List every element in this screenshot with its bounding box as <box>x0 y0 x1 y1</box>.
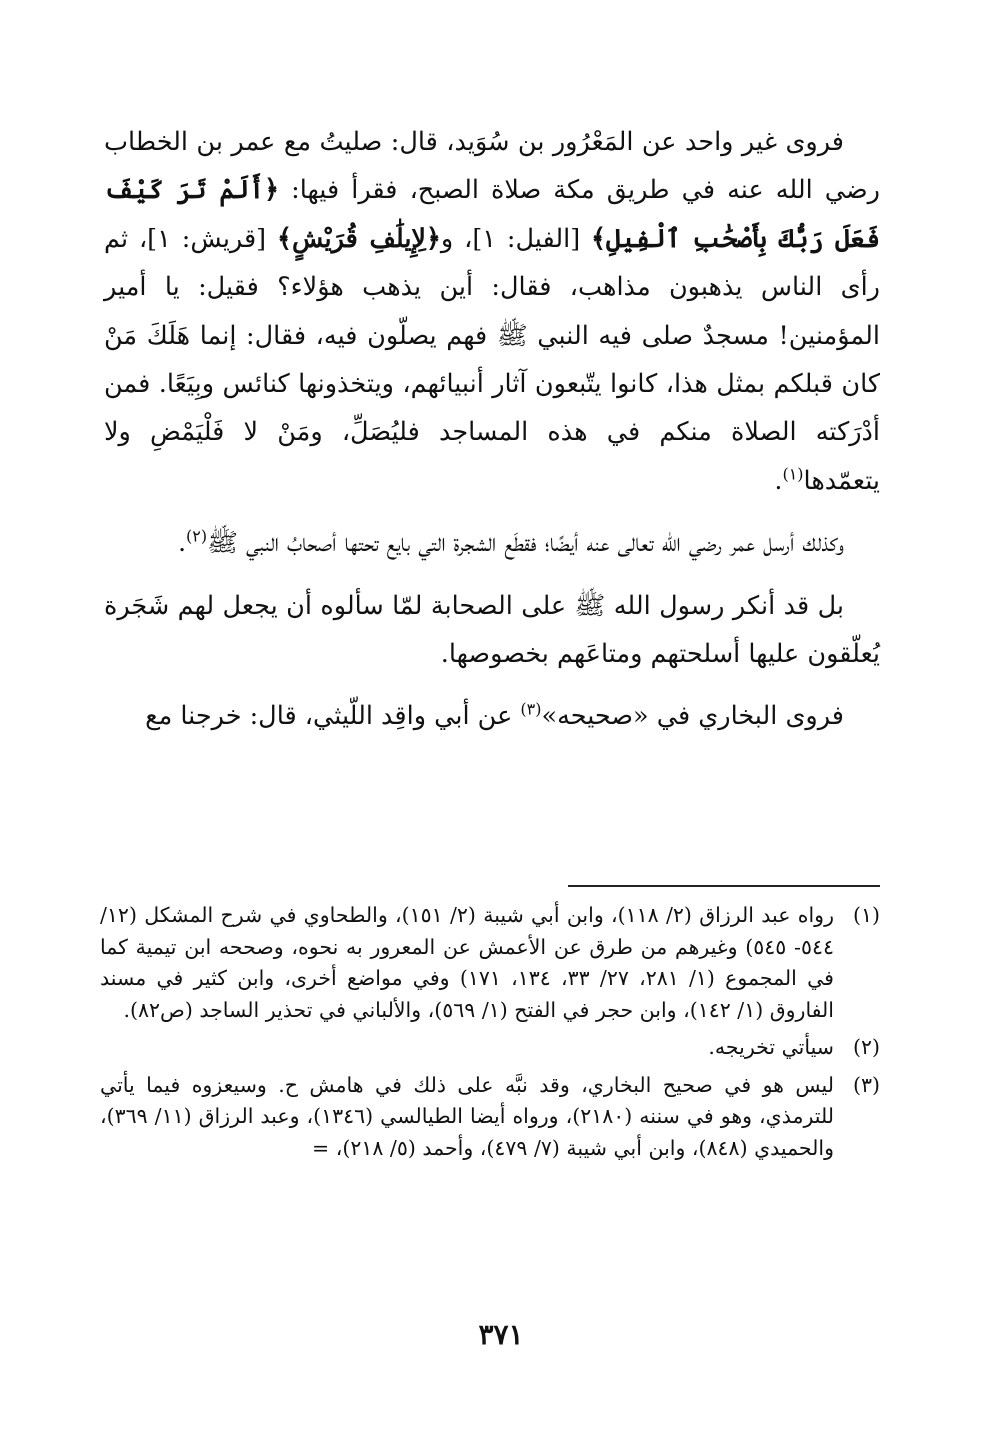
footnote-2 <box>100 1032 880 1064</box>
paragraph-tree-cut <box>104 519 880 567</box>
paragraph-end: . <box>177 528 187 559</box>
paragraph-umar-narration <box>104 118 880 505</box>
footnote-marker-3[interactable]: (٣) <box>520 699 542 719</box>
paragraph-text: بل قد أنكر رسول الله ﷺ على الصحابة لمّا سألوه أن يجعل لهم شَجَرة يُعلّقون عليها أسلحتهم ومتاعَهم بخصوصها. <box>104 590 880 670</box>
footnote-3 <box>100 1070 880 1165</box>
footnote-text: ليس هو في صحيح البخاري، وقد نبَّه على ذلك في هامش ح. وسيعزوه فيما يأتي للترمذي، وهو في سننه (٢١٨٠)، ورواه أيضا الطيالسي (١٣٤٦)، وعبد الرزاق (١١/ ٣٦٩)، والحميدي (٨٤٨)، وابن أبي شيبة (٧/ ٤٧٩)، وأحمد (٥/ ٢١٨)، = <box>100 1072 834 1160</box>
footnote-divider <box>568 885 880 887</box>
quran-verse-quraysh: ﴿لِإِيلَٰفِ قُرَيْشٍ﴾ <box>277 223 441 254</box>
paragraph-text: عن أبي واقِد اللّيثي، قال: خرجنا مع <box>145 701 521 732</box>
main-text <box>104 118 880 741</box>
paragraph-bukhari-narration <box>104 692 880 740</box>
footnotes <box>100 900 880 1170</box>
footnote-text: سيأتي تخريجه. <box>708 1035 834 1059</box>
footnote-number: (٣) <box>852 1072 880 1097</box>
footnote-marker-1[interactable]: (١) <box>782 464 804 484</box>
footnote-number: (٢) <box>852 1035 880 1059</box>
page-number: ٣٧١ <box>478 1318 524 1351</box>
paragraph-prophet-objection <box>104 582 880 679</box>
paragraph-text: فروى غير واحد عن المَعْرُور بن سُوَيد، قال: صليتُ مع عمر بن الخطاب رضي الله عنه في طريق مكة صلاة الصبح، فقرأ فيها: <box>104 127 880 206</box>
verse-reference: [الفيل: ١]، و <box>440 223 592 254</box>
footnote-marker-2[interactable]: (٢) <box>186 526 208 546</box>
quran-verse-al-fil: ﴿أَلَمْ تَرَ كَيْفَ فَعَلَ رَبُّكَ بِأَصْحَٰبِ ٱلْفِيلِ﴾ <box>104 175 881 254</box>
footnote-1 <box>100 900 880 1026</box>
paragraph-end: . <box>774 465 783 496</box>
paragraph-text: وكذلك أرسل عمر رضي الله تعالى عنه أيضًا؛ فقطَع الشجرة التي بايع تحتها أصحابُ النبي ﷺ <box>207 528 844 559</box>
paragraph-text: [قريش: ١]، ثم رأى الناس يذهبون مذاهب، فقال: أين يذهب هؤلاء؟ فقيل: يا أمير المؤمنين! مسجدٌ صلى فيه النبي ﷺ فهم يصلّون فيه، فقال: إنما هَلَكَ مَنْ كان قبلكم بمثل هذا، كانوا يتّبعون آثار أنبيائهم، ويتخذونها كنائس وبِيَعًا. فمن أدْرَكته الصلاة منكم في هذه المساجد فليُصَلِّ، ومَنْ لا فَلْيَمْضِ ولا يتعمّدها <box>104 223 880 496</box>
paragraph-text: فروى البخاري في «صحيحه» <box>541 701 844 732</box>
footnote-number: (١) <box>852 903 880 927</box>
footnote-text: رواه عبد الرزاق (٢/ ١١٨)، وابن أبي شيبة (٢/ ١٥١)، والطحاوي في شرح المشكل (١٢/ ٥٤٤- ٥٤٥) وغيرهم من طرق عن الأعمش عن المعرور به نحوه، وصححه ابن تيمية كما في المجموع (١/ ٢٨١، ٢٧/ ٣٣، ١٣٤، ١٧١) وفي مواضع أخرى، وابن كثير في مسند الفاروق (١/ ١٤٢)، وابن حجر في الفتح (١/ ٥٦٩)، والألباني في تحذير الساجد (ص٨٢). <box>100 903 834 1022</box>
